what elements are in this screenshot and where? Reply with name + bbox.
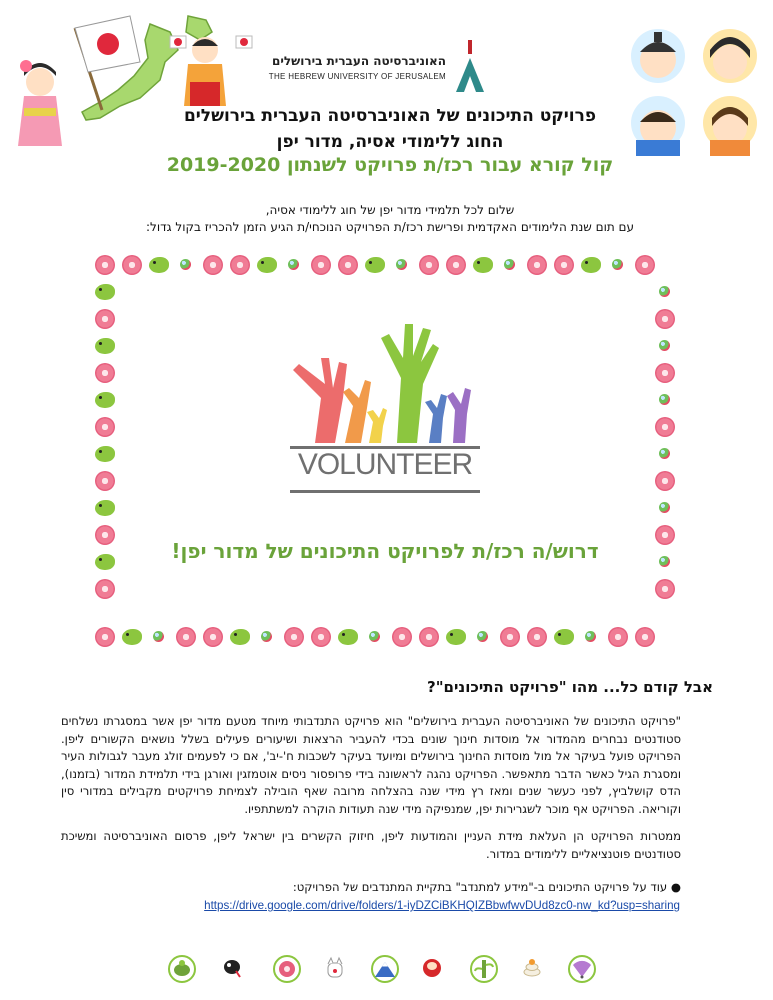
plum-flower-icon <box>392 627 412 647</box>
plum-flower-icon <box>655 579 675 599</box>
coordinator-wanted-heading: דרוש/ה רכז/ת לפרויקט התיכונים של מדור יפן! <box>171 539 599 563</box>
plum-flower-icon <box>554 255 574 275</box>
plum-flower-icon <box>311 627 331 647</box>
greeting-line: שלום לכל תלמידי מדור יפן של חוג ללימודי אסיה, <box>265 203 515 217</box>
green-bird-icon <box>446 627 466 647</box>
plum-flower-icon <box>419 255 439 275</box>
green-bird-icon <box>554 627 574 647</box>
temari-ball-icon <box>473 627 493 647</box>
temari-ball-icon <box>284 255 304 275</box>
daruma-icon <box>420 955 448 983</box>
plum-flower-icon <box>95 417 115 437</box>
temari-ball-icon <box>581 627 601 647</box>
plum-flower-icon <box>338 255 358 275</box>
plum-flower-icon <box>95 627 115 647</box>
kagami-mochi-icon <box>520 955 548 983</box>
plum-flower-icon <box>655 417 675 437</box>
project-folder-link[interactable]: https://drive.google.com/drive/folders/1-iyDZCiBKHQIZBbwfwvDUd8zc0-nw_kd?usp=sharing <box>204 899 680 912</box>
volunteer-logo <box>285 318 485 498</box>
plum-flower-icon <box>635 627 655 647</box>
green-bird-icon <box>365 255 385 275</box>
green-bird-icon <box>581 255 601 275</box>
plum-flower-icon <box>95 255 115 275</box>
plum-flower-icon <box>95 579 115 599</box>
green-bird-icon <box>95 282 115 302</box>
green-bird-icon <box>95 444 115 464</box>
turtle-icon <box>168 955 196 983</box>
announcement-line: עם תום שנת הלימודים האקדמית ופרישת רכז/ת הפרויקט הנוכחי/ת הגיע הזמן להכריז בקול גדול: <box>145 220 635 234</box>
green-bird-icon <box>338 627 358 647</box>
japan-kids-illustration <box>0 10 255 150</box>
folding-fan-icon <box>568 955 596 983</box>
temari-ball-icon <box>365 627 385 647</box>
call-for-coordinator-title: קול קורא עבור רכז/ת פרויקט לשנתון 2019-2020 <box>166 154 614 176</box>
princess-face-icon <box>703 29 757 83</box>
about-paragraph-2: ממטרות הפרויקט הן העלאת מידת העניין והמודעות ליפן, חיזוק הקשרים בין ישראל ליפן, פרסום האוניברסיטה ומשיכת סטודנטים פוטנציאליים ללימודים במדור. <box>61 829 681 861</box>
plum-flower-icon <box>655 363 675 383</box>
plum-flower-icon <box>284 627 304 647</box>
temari-ball-icon <box>176 255 196 275</box>
temari-ball-icon <box>655 336 675 356</box>
samurai-face-icon <box>631 29 685 83</box>
plum-flower-icon <box>500 627 520 647</box>
temari-ball-icon <box>655 444 675 464</box>
plum-flower-icon <box>635 255 655 275</box>
plum-flower-icon <box>176 627 196 647</box>
university-logo <box>268 36 494 96</box>
raised-hands-icon <box>285 318 485 443</box>
plum-flower-icon <box>95 309 115 329</box>
green-bird-icon <box>230 627 250 647</box>
green-bird-icon <box>95 552 115 572</box>
plum-flower-icon <box>655 471 675 491</box>
university-emblem-icon <box>450 38 490 94</box>
plum-flower-icon <box>608 627 628 647</box>
plum-flower-icon <box>122 255 142 275</box>
plum-flower-icon <box>95 525 115 545</box>
university-name-hebrew: האוניברסיטה העברית בירושלים <box>271 54 446 68</box>
temari-ball-icon <box>655 390 675 410</box>
green-bird-icon <box>122 627 142 647</box>
plum-flower-icon <box>527 255 547 275</box>
green-bird-icon <box>149 255 169 275</box>
plum-flower-icon <box>655 309 675 329</box>
volunteer-word: VOLUNTEER <box>297 448 473 481</box>
green-bird-icon <box>473 255 493 275</box>
lucky-cat-icon <box>323 955 351 983</box>
plum-flower-icon <box>95 471 115 491</box>
temari-ball-icon <box>257 627 277 647</box>
plum-flower-icon <box>527 627 547 647</box>
bamboo-icon <box>470 955 498 983</box>
crow-icon <box>220 955 248 983</box>
girl-face-icon <box>703 96 757 156</box>
plum-flower-icon <box>230 255 250 275</box>
boy-hakama-icon <box>170 36 252 106</box>
temari-ball-icon <box>608 255 628 275</box>
department-subtitle: החוג ללימודי אסיה, מדור יפן <box>276 132 504 152</box>
about-paragraph-1: "פרויקט התיכונים של האוניברסיטה העברית בירושלים" הוא פרויקט התנדבותי מיוחד מטעם מדור יפן אשר במסגרתו נשלחים סטודנטים נבחרים מהמדור אל מוסדות חינוך שונים בכדי להעביר הרצאות ושיעורים פעילים בשלל נושאים הקשורים ליפן. הפרויקט פועל בעיקר אל מול מוסדות החינוך בירושלים ומיועד בעיקר לשכבות ח'-יב', אם כי לפעמים זולג מעבר לגבולות העיר ומסגרת הגיל כאשר הדבר מתאפשר. הפרויקט נהגה לראשונה בידי פרופסור ניסים אוטמזגין ואורגן בידי תלמידת המדור (בזמנו), הדס קושלביץ, לפני כעשר שנים ומאז רץ מידי שנה בהצלחה מרובה שאף הובילה לצמיחת פרויקטים מקבילים במדורי סין וקוריאה. הפרויקט אף מוכר לשגרירות יפן, שמנפיקה מידי שנה תעודות הוקרה למשתתפיו. <box>61 714 681 816</box>
ume-flower-icon <box>273 955 301 983</box>
plum-flower-icon <box>655 525 675 545</box>
university-name-english: THE HEBREW UNIVERSITY OF JERUSALEM <box>268 72 446 81</box>
plum-flower-icon <box>203 627 223 647</box>
page-title: פרויקט התיכונים של האוניברסיטה העברית בירושלים <box>183 106 597 126</box>
bullet-icon: ● <box>667 880 681 894</box>
temari-ball-icon <box>500 255 520 275</box>
plum-flower-icon <box>203 255 223 275</box>
plum-flower-icon <box>446 255 466 275</box>
footer-icon-row <box>168 955 618 985</box>
plum-flower-icon <box>311 255 331 275</box>
volunteer-bottom-rule <box>290 490 480 493</box>
temari-ball-icon <box>655 282 675 302</box>
temari-ball-icon <box>149 627 169 647</box>
more-info-text: עוד על פרויקט התיכונים ב-"מידע למתנדב" בתקיית המתנדבים של הפרויקט: <box>292 880 668 894</box>
green-bird-icon <box>95 390 115 410</box>
plum-flower-icon <box>95 363 115 383</box>
green-bird-icon <box>95 498 115 518</box>
more-info-bullet <box>61 880 681 894</box>
green-bird-icon <box>257 255 277 275</box>
mount-fuji-icon <box>371 955 399 983</box>
plum-flower-icon <box>419 627 439 647</box>
temari-ball-icon <box>392 255 412 275</box>
green-bird-icon <box>95 336 115 356</box>
temari-ball-icon <box>655 552 675 572</box>
girl-kimono-icon <box>18 60 62 146</box>
temari-ball-icon <box>655 498 675 518</box>
about-heading: אבל קודם כל... מהו "פרויקט התיכונים"? <box>427 678 713 696</box>
